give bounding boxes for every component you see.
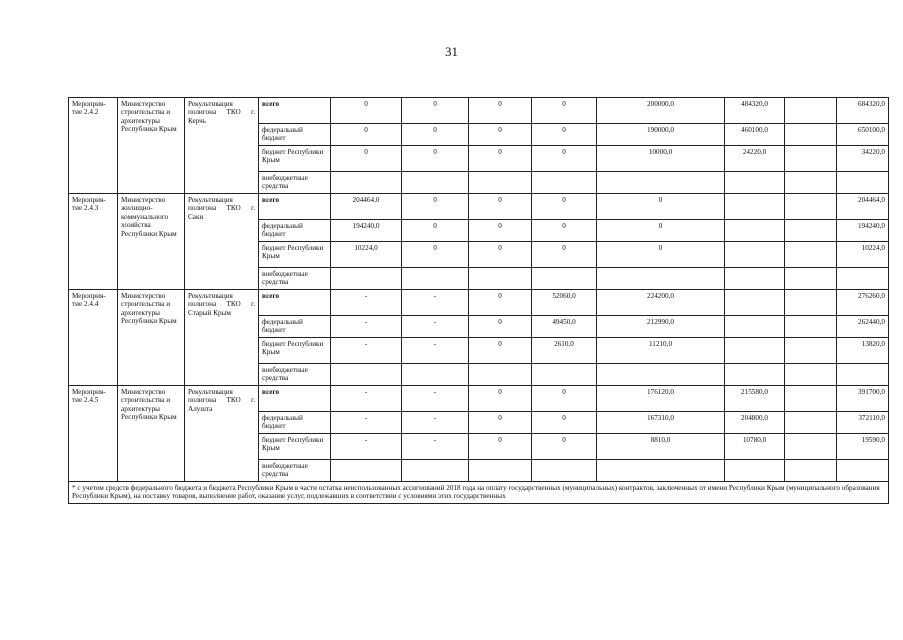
year-value-cell: -: [402, 434, 469, 460]
total-value-cell: 19590,0: [837, 434, 889, 460]
year-value-cell: 167310,0: [597, 412, 725, 434]
event-code: Мероприя-тие 2.4.3: [69, 194, 118, 290]
year-value-cell: 10000,0: [597, 146, 725, 172]
year-value-cell: [785, 434, 837, 460]
year-value-cell: [785, 98, 837, 124]
event-code: Мероприя-тие 2.4.5: [69, 386, 118, 482]
event-description: Рекультивация полигона ТКО г. Саки: [185, 194, 259, 290]
event-description: Рекультивация полигона ТКО г. Старый Крым: [185, 290, 259, 386]
funding-source: всего: [259, 290, 331, 316]
year-value-cell: 0: [469, 124, 532, 146]
event-ministry: Министерство строительства и архитектуры Республики Крым: [118, 386, 185, 482]
total-value-cell: [837, 364, 889, 386]
year-value-cell: 212990,0: [597, 316, 725, 338]
year-value-cell: [532, 364, 597, 386]
year-value-cell: 0: [469, 434, 532, 460]
funding-source: бюджет Республики Крым: [259, 434, 331, 460]
funding-source: внебюджетные средства: [259, 460, 331, 482]
total-value-cell: 34220,0: [837, 146, 889, 172]
year-value-cell: -: [331, 290, 402, 316]
year-value-cell: -: [331, 412, 402, 434]
year-value-cell: 204464,0: [331, 194, 402, 220]
total-value-cell: [837, 172, 889, 194]
year-value-cell: -: [402, 290, 469, 316]
total-value-cell: 276260,0: [837, 290, 889, 316]
year-value-cell: [785, 242, 837, 268]
year-value-cell: [725, 242, 785, 268]
year-value-cell: 0: [469, 220, 532, 242]
funding-source: федеральный бюджет: [259, 412, 331, 434]
year-value-cell: [331, 268, 402, 290]
year-value-cell: [725, 364, 785, 386]
year-value-cell: -: [402, 412, 469, 434]
year-value-cell: 52060,0: [532, 290, 597, 316]
year-value-cell: 0: [469, 412, 532, 434]
year-value-cell: [331, 460, 402, 482]
year-value-cell: [532, 172, 597, 194]
year-value-cell: [725, 316, 785, 338]
table-row: [69, 194, 889, 220]
year-value-cell: [597, 172, 725, 194]
table-row: [69, 290, 889, 316]
total-value-cell: 650100,0: [837, 124, 889, 146]
footnote: * с учетом средств федерального бюджета и бюджета Республики Крым в части остатка неиспользованных ассигнований 2018 года на оплату государственных (муниципальных) контрактов, заключенных от имени Республики Крым (муниципального образования Республики Крым), на поставку товаров, выполнение работ, оказание услуг, подлежавших в соответствии с условиями этих государственных: [69, 482, 889, 504]
year-value-cell: 8810,0: [597, 434, 725, 460]
year-value-cell: 2610,0: [532, 338, 597, 364]
year-value-cell: 0: [532, 242, 597, 268]
year-value-cell: [725, 460, 785, 482]
year-value-cell: 0: [331, 146, 402, 172]
year-value-cell: 10224,0: [331, 242, 402, 268]
year-value-cell: -: [331, 434, 402, 460]
year-value-cell: [469, 172, 532, 194]
funding-source: федеральный бюджет: [259, 316, 331, 338]
year-value-cell: -: [402, 316, 469, 338]
year-value-cell: 176120,0: [597, 386, 725, 412]
year-value-cell: 0: [331, 124, 402, 146]
year-value-cell: 0: [532, 146, 597, 172]
total-value-cell: 204464,0: [837, 194, 889, 220]
total-value-cell: 10224,0: [837, 242, 889, 268]
total-value-cell: 262440,0: [837, 316, 889, 338]
year-value-cell: [402, 460, 469, 482]
funding-source: внебюджетные средства: [259, 364, 331, 386]
year-value-cell: 0: [532, 412, 597, 434]
year-value-cell: [331, 364, 402, 386]
year-value-cell: 10780,0: [725, 434, 785, 460]
budget-table: [68, 97, 889, 504]
event-code: Мероприя-тие 2.4.4: [69, 290, 118, 386]
year-value-cell: 224200,0: [597, 290, 725, 316]
funding-source: внебюджетные средства: [259, 172, 331, 194]
year-value-cell: [785, 172, 837, 194]
year-value-cell: [532, 460, 597, 482]
year-value-cell: 0: [532, 124, 597, 146]
year-value-cell: [725, 338, 785, 364]
year-value-cell: 0: [469, 98, 532, 124]
year-value-cell: [785, 124, 837, 146]
event-code: Мероприя-тие 2.4.2: [69, 98, 118, 194]
year-value-cell: [785, 290, 837, 316]
funding-source: бюджет Республики Крым: [259, 338, 331, 364]
year-value-cell: 0: [532, 220, 597, 242]
funding-source: федеральный бюджет: [259, 124, 331, 146]
event-description: Рекультивация полигона ТКО г. Керчь: [185, 98, 259, 194]
total-value-cell: 372110,0: [837, 412, 889, 434]
total-value-cell: 684320,0: [837, 98, 889, 124]
funding-source: всего: [259, 98, 331, 124]
year-value-cell: 460100,0: [725, 124, 785, 146]
year-value-cell: [597, 460, 725, 482]
page-number: 31: [445, 44, 458, 59]
year-value-cell: -: [331, 338, 402, 364]
year-value-cell: 0: [597, 242, 725, 268]
year-value-cell: 0: [402, 146, 469, 172]
funding-source: всего: [259, 194, 331, 220]
year-value-cell: 215580,0: [725, 386, 785, 412]
year-value-cell: -: [331, 386, 402, 412]
footnote-row: [69, 482, 889, 504]
year-value-cell: [785, 220, 837, 242]
total-value-cell: [837, 460, 889, 482]
year-value-cell: 49450,0: [532, 316, 597, 338]
total-value-cell: 194240,0: [837, 220, 889, 242]
year-value-cell: [469, 268, 532, 290]
year-value-cell: 0: [532, 194, 597, 220]
year-value-cell: [785, 460, 837, 482]
year-value-cell: [725, 290, 785, 316]
year-value-cell: 0: [532, 98, 597, 124]
year-value-cell: 0: [469, 146, 532, 172]
year-value-cell: 0: [469, 386, 532, 412]
year-value-cell: 0: [597, 194, 725, 220]
year-value-cell: 0: [469, 290, 532, 316]
year-value-cell: [469, 364, 532, 386]
year-value-cell: -: [402, 338, 469, 364]
funding-source: бюджет Республики Крым: [259, 146, 331, 172]
year-value-cell: [402, 364, 469, 386]
year-value-cell: [785, 386, 837, 412]
year-value-cell: 0: [469, 242, 532, 268]
year-value-cell: 11210,0: [597, 338, 725, 364]
year-value-cell: 0: [469, 338, 532, 364]
event-ministry: Министерство строительства и архитектуры Республики Крым: [118, 98, 185, 194]
year-value-cell: [725, 220, 785, 242]
year-value-cell: 0: [532, 386, 597, 412]
year-value-cell: 0: [469, 194, 532, 220]
year-value-cell: [725, 194, 785, 220]
year-value-cell: [725, 172, 785, 194]
year-value-cell: 0: [597, 220, 725, 242]
year-value-cell: [402, 268, 469, 290]
year-value-cell: 204800,0: [725, 412, 785, 434]
year-value-cell: 0: [402, 220, 469, 242]
funding-source: всего: [259, 386, 331, 412]
year-value-cell: [785, 268, 837, 290]
year-value-cell: [331, 172, 402, 194]
event-ministry: Министерство строительства и архитектуры Республики Крым: [118, 290, 185, 386]
year-value-cell: [785, 364, 837, 386]
year-value-cell: [785, 316, 837, 338]
year-value-cell: 24220,0: [725, 146, 785, 172]
year-value-cell: -: [402, 386, 469, 412]
total-value-cell: 13820,0: [837, 338, 889, 364]
year-value-cell: 0: [402, 98, 469, 124]
year-value-cell: 0: [402, 194, 469, 220]
year-value-cell: 0: [331, 98, 402, 124]
year-value-cell: 190000,0: [597, 124, 725, 146]
year-value-cell: [532, 268, 597, 290]
event-ministry: Министерство жилищно-коммунального хозяйства Республики Крым: [118, 194, 185, 290]
year-value-cell: [469, 460, 532, 482]
year-value-cell: [785, 412, 837, 434]
year-value-cell: 194240,0: [331, 220, 402, 242]
total-value-cell: 391700,0: [837, 386, 889, 412]
year-value-cell: 0: [402, 242, 469, 268]
year-value-cell: 200000,0: [597, 98, 725, 124]
year-value-cell: [597, 364, 725, 386]
total-value-cell: [837, 268, 889, 290]
year-value-cell: -: [331, 316, 402, 338]
table-row: [69, 386, 889, 412]
year-value-cell: [402, 172, 469, 194]
year-value-cell: [785, 146, 837, 172]
year-value-cell: [785, 338, 837, 364]
year-value-cell: [725, 268, 785, 290]
year-value-cell: [785, 194, 837, 220]
funding-source: бюджет Республики Крым: [259, 242, 331, 268]
table-row: [69, 98, 889, 124]
year-value-cell: 484320,0: [725, 98, 785, 124]
year-value-cell: 0: [402, 124, 469, 146]
funding-source: федеральный бюджет: [259, 220, 331, 242]
year-value-cell: 0: [469, 316, 532, 338]
year-value-cell: [597, 268, 725, 290]
funding-source: внебюджетные средства: [259, 268, 331, 290]
event-description: Рекультивация полигона ТКО г. Алушта: [185, 386, 259, 482]
year-value-cell: 0: [532, 434, 597, 460]
